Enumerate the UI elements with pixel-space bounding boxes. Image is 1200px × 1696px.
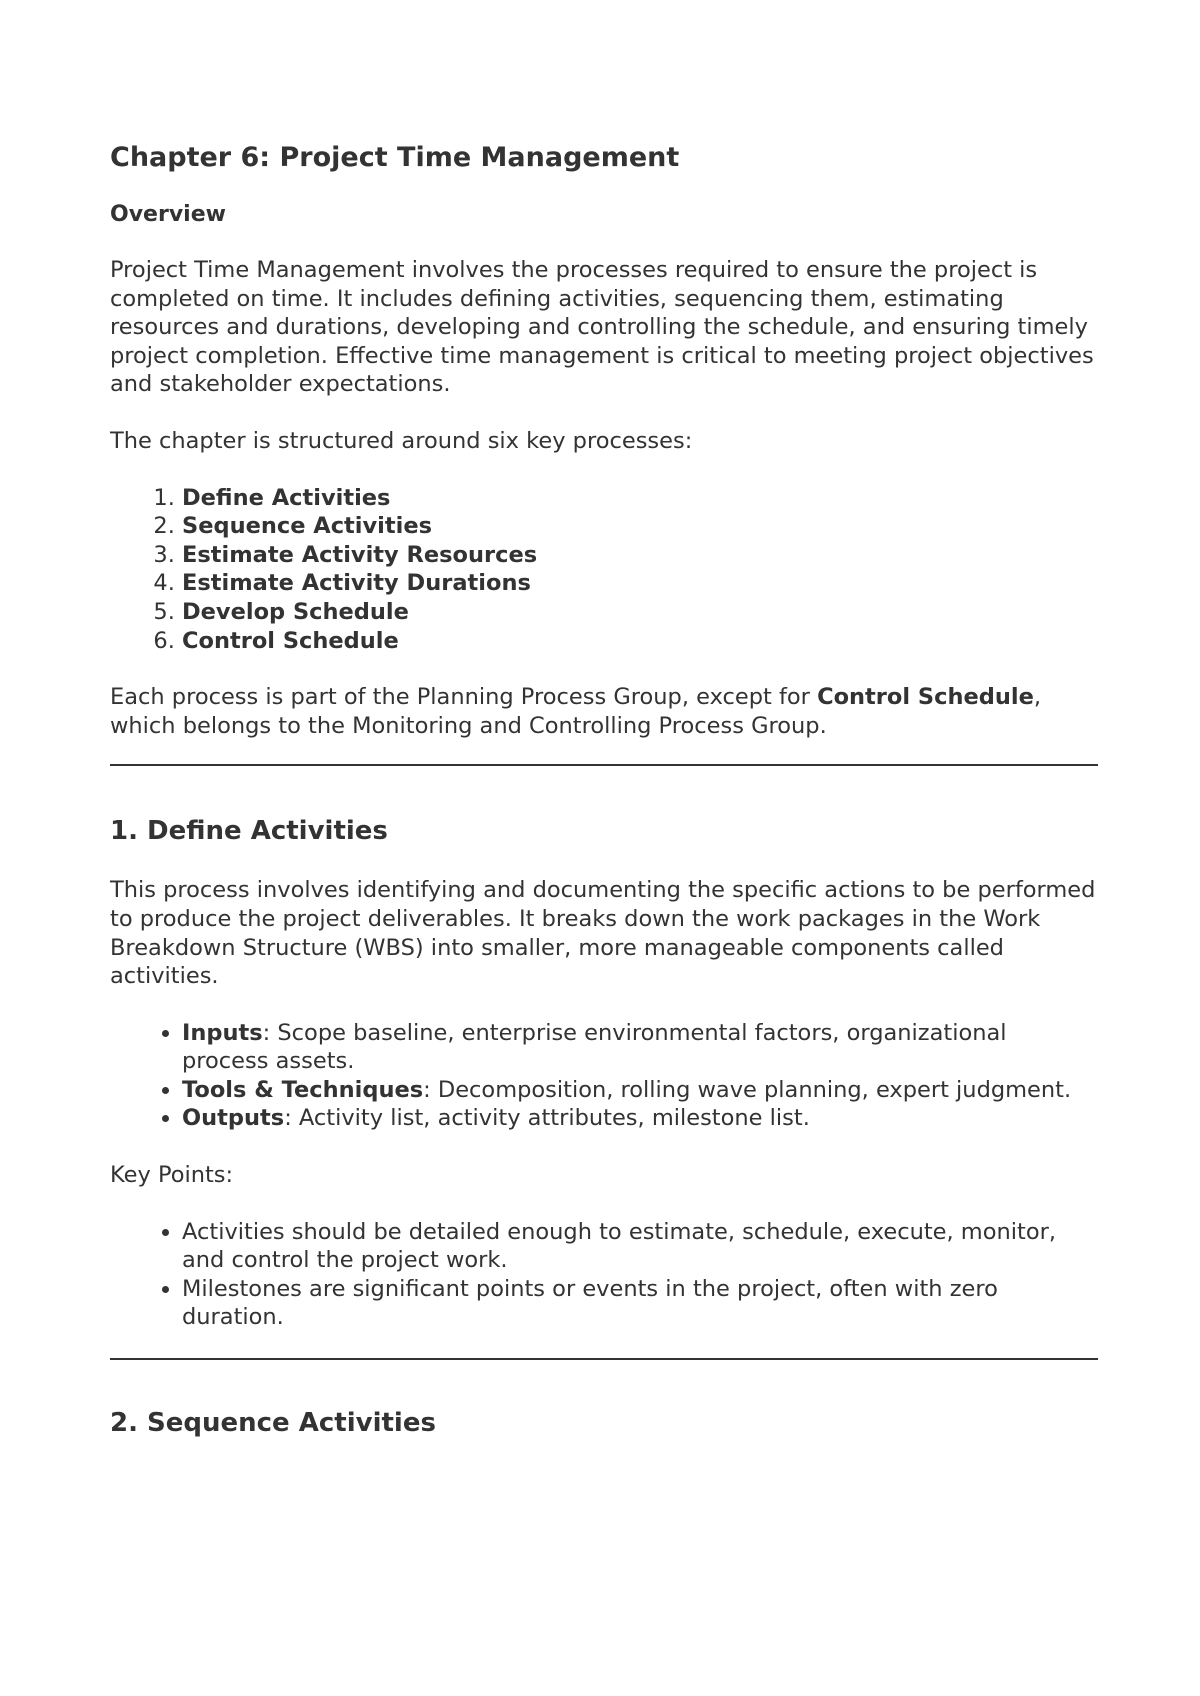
list-item: • Milestones are significant points or events in the project, often with zero duration. (182, 1275, 1098, 1332)
itto-list (110, 1019, 1098, 1133)
divider (110, 1358, 1098, 1360)
list-item: 2. Sequence Activities (182, 512, 1098, 541)
list-item: 6. Control Schedule (182, 627, 1098, 656)
section-intro: This process involves identifying and documenting the specific actions to be performed to produce the project deliverables. It breaks down the work packages in the Work Breakdown Structure (WBS) into smaller, more manageable components called activities. (110, 877, 1096, 990)
processes-list (110, 484, 1098, 656)
process-group-note: Each process is part of the Planning Process Group, except for Control Schedule, which belongs to the Monitoring and Controlling Process Group. (110, 684, 1041, 739)
section-title: 2. Sequence Activities (110, 1408, 436, 1439)
overview-paragraph: Project Time Management involves the processes required to ensure the project is completed on time. It includes defining activities, sequencing them, estimating resources and durations, developing and controlling the schedule, and ensuring timely project completion. Effective time management is critical to meeting project objectives and stakeholder expectations. (110, 257, 1094, 398)
document-content (110, 140, 1098, 1440)
list-item: • Inputs: Scope baseline, enterprise environmental factors, organizational process assets. (182, 1019, 1098, 1076)
list-item: 4. Estimate Activity Durations (182, 569, 1098, 598)
list-item: 5. Develop Schedule (182, 598, 1098, 627)
list-item: • Outputs: Activity list, activity attributes, milestone list. (182, 1104, 1098, 1133)
list-item: • Activities should be detailed enough to estimate, schedule, execute, monitor, and control the project work. (182, 1218, 1098, 1275)
key-points-label: Key Points: (110, 1162, 234, 1189)
divider (110, 764, 1098, 766)
section-title: 1. Define Activities (110, 816, 388, 847)
overview-heading: Overview (110, 202, 226, 227)
key-points-list (110, 1218, 1098, 1332)
list-item: 1. Define Activities (182, 484, 1098, 513)
processes-intro: The chapter is structured around six key processes: (110, 427, 693, 454)
list-item: 3. Estimate Activity Resources (182, 541, 1098, 570)
list-item: • Tools & Techniques: Decomposition, rolling wave planning, expert judgment. (182, 1076, 1098, 1105)
document-title: Chapter 6: Project Time Management (110, 142, 680, 173)
